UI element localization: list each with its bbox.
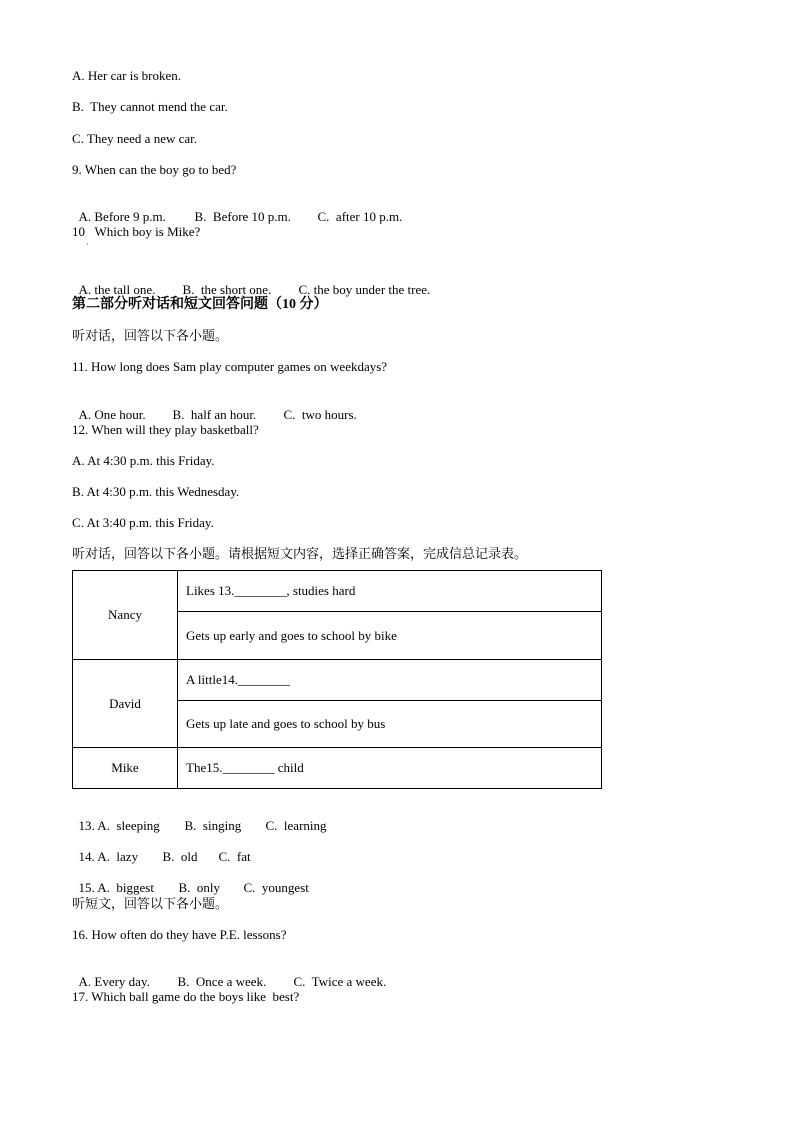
table-cell-name-nancy: Nancy [73,571,178,660]
table-cell-mike-trait: The15.________ child [178,748,602,789]
instruction-passage: 听短文，回答以下各小题。 [72,896,229,911]
q15-option-a: 15. A. biggest [78,880,154,895]
table-cell-david-habit: Gets up late and goes to school by bus [178,701,602,748]
q16-question: 16. How often do they have P.E. lessons? [72,927,287,942]
q16-option-c: C. Twice a week. [293,974,387,989]
table-cell-name-david: David [73,660,178,748]
q10-option-c: C. the boy under the tree. [298,282,431,297]
q16-options [72,958,386,990]
part2-heading: 第二部分听对话和短文回答问题（10 分） [72,297,328,312]
table-row [73,660,602,701]
q16-option-b: B. Once a week. [177,974,267,989]
q8-option-b: B. They cannot mend the car. [72,99,228,114]
q9-question: 9. When can the boy go to bed? [72,162,237,177]
q15-options [72,864,309,896]
q14-option-c: C. fat [218,849,251,864]
q16-option-a: A. Every day. [78,974,150,989]
table-cell-nancy-habit: Gets up early and goes to school by bike [178,612,602,660]
q9-option-a: A. Before 9 p.m. [78,209,166,224]
q13-options [72,802,327,834]
table-cell-name-mike: Mike [73,748,178,789]
q17-question: 17. Which ball game do the boys like best? [72,989,300,1004]
q12-option-b: B. At 4:30 p.m. this Wednesday. [72,484,240,499]
record-table [72,570,602,789]
q15-option-c: C. youngest [243,880,309,895]
q13-option-b: B. singing [184,818,242,833]
q9-options [72,193,402,225]
q13-option-a: 13. A. sleeping [78,818,160,833]
table-cell-nancy-likes: Likes 13.________, studies hard [178,571,602,612]
q11-option-a: A. One hour. [78,407,146,422]
q14-option-b: B. old [162,849,198,864]
q12-question: 12. When will they play basketball? [72,422,259,437]
stray-dot-mark: · [86,240,89,249]
q14-option-a: 14. A. lazy [78,849,139,864]
q11-option-b: B. half an hour. [172,407,257,422]
q9-option-c: C. after 10 p.m. [317,209,403,224]
instruction-dialogue-2: 听对话，回答以下各小题。请根据短文内容，选择正确答案，完成信总记录表。 [72,546,528,561]
q15-option-b: B. only [178,880,221,895]
q11-option-c: C. two hours. [283,407,357,422]
table-row [73,748,602,789]
q9-option-b: B. Before 10 p.m. [194,209,291,224]
q11-question: 11. How long does Sam play computer games on weekdays? [72,359,388,374]
q10-options [72,266,430,298]
q8-option-a: A. Her car is broken. [72,68,182,83]
q13-option-c: C. learning [265,818,327,833]
table-row [73,571,602,612]
instruction-dialogue-1: 听对话，回答以下各小题。 [72,328,229,343]
q12-option-a: A. At 4:30 p.m. this Friday. [72,453,215,468]
q14-options [72,833,251,865]
q11-options [72,391,357,423]
q10-option-b: B. the short one. [182,282,272,297]
table-cell-david-trait: A little14.________ [178,660,602,701]
q10-option-a: A. the tall one. [78,282,156,297]
q10-question: 10 Which boy is Mike? [72,224,201,239]
q12-option-c: C. At 3:40 p.m. this Friday. [72,515,214,530]
q8-option-c: C. They need a new car. [72,131,198,146]
